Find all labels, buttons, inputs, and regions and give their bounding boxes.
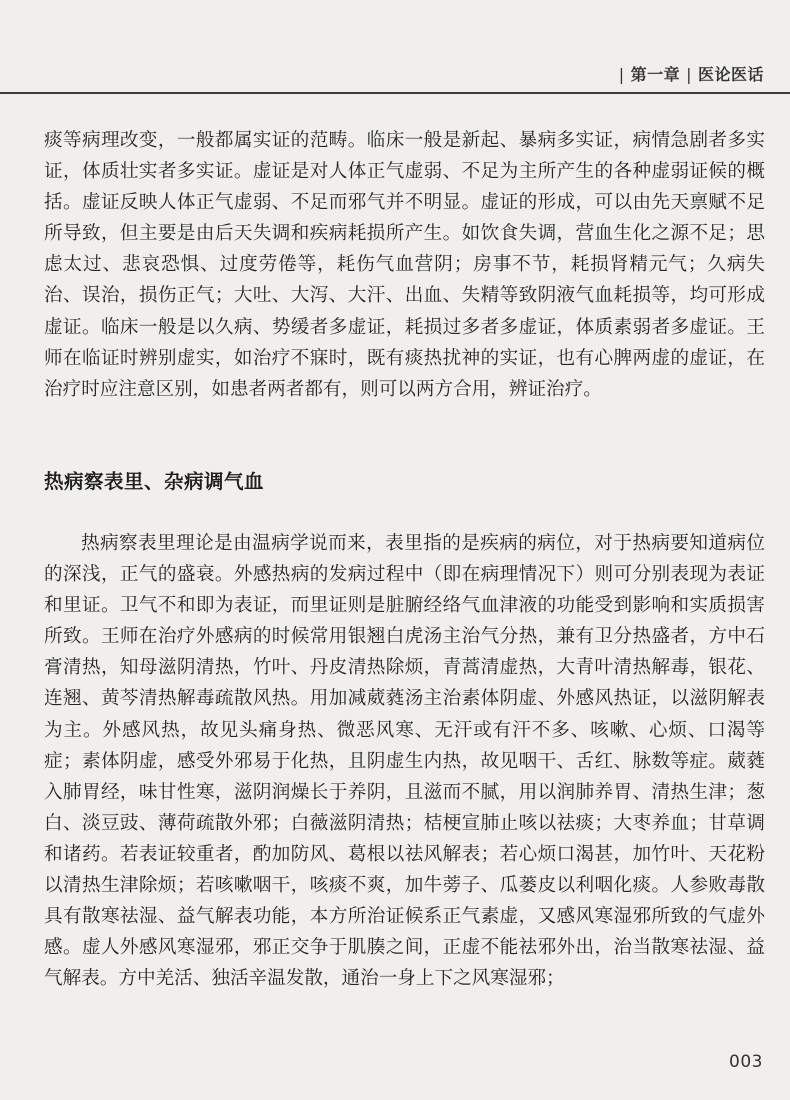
- header-separator-left: |: [618, 65, 625, 84]
- chapter-label: 第一章: [630, 65, 681, 84]
- chapter-title: 医论医话: [697, 65, 764, 84]
- body-paragraph-1: 痰等病理改变，一般都属实证的范畴。临床一般是新起、暴病多实证，病情急剧者多实证，体质壮实者多实证。虚证是对人体正气虚弱、不足为主所产生的各种虚弱证候的概括。虚证反映人体正气虚弱、不足而邪气并不明显。虚证的形成，可以由先天禀赋不足所导致，但主要是由后天失调和疾病耗损所产生。如饮食失调，营血生化之源不足；思虑太过、悲哀恐惧、过度劳倦等，耗伤气血营阴；房事不节，耗损肾精元气；久病失治、误治，损伤正气；大吐、大泻、大汗、出血、失精等致阴液气血耗损等，均可形成虚证。临床一般是以久病、势缓者多虚证，耗损过多者多虚证，体质素弱者多虚证。王师在临证时辨别虚实，如治疗不寐时，既有痰热扰神的实证，也有心脾两虚的虚证，在治疗时应注意区别，如患者两者都有，则可以两方合用，辨证治疗。: [44, 130, 765, 400]
- page-number: 003: [729, 1052, 763, 1072]
- header-separator-right: |: [686, 65, 692, 84]
- running-header: [613, 62, 764, 85]
- body-paragraph-2: 热病察表里理论是由温病学说而来，表里指的是疾病的病位，对于热病要知道病位的深浅，正气的盛衰。外感热病的发病过程中（即在病理情况下）则可分别表现为表证和里证。卫气不和即为表证，而里证则是脏腑经络气血津液的功能受到影响和实质损害所致。王师在治疗外感病的时候常用银翘白虎汤主治气分热，兼有卫分热盛者，方中石膏清热，知母滋阴清热，竹叶、丹皮清热除烦，青蒿清虚热，大青叶清热解毒，银花、连翘、黄芩清热解毒疏散风热。用加减葳蕤汤主治素体阴虚、外感风热证，以滋阴解表为主。外感风热，故见头痛身热、微恶风寒、无汗或有汗不多、咳嗽、心烦、口渴等症；素体阴虚，感受外邪易于化热，且阴虚生内热，故见咽干、舌红、脉数等症。葳蕤入肺胃经，味甘性寒，滋阴润燥长于养阴，且滋而不腻，用以润肺养胃、清热生津；葱白、淡豆豉、薄荷疏散外邪；白薇滋阴清热；桔梗宣肺止咳以祛痰；大枣养血；甘草调和诸药。若表证较重者，酌加防风、葛根以祛风解表；若心烦口渴甚，加竹叶、天花粉以清热生津除烦；若咳嗽咽干，咳痰不爽，加牛蒡子、瓜蒌皮以利咽化痰。人参败毒散具有散寒祛湿、益气解表功能，本方所治证候系正气素虚，又感风寒湿邪所致的气虚外感。虚人外感风寒湿邪，邪正交争于肌腠之间，正虚不能祛邪外出，治当散寒祛湿、益气解表。方中羌活、独活辛温发散，通治一身上下之风寒湿邪；: [44, 533, 765, 990]
- section-heading: 热病察表里、杂病调气血: [44, 470, 265, 493]
- header-rule: [0, 92, 790, 94]
